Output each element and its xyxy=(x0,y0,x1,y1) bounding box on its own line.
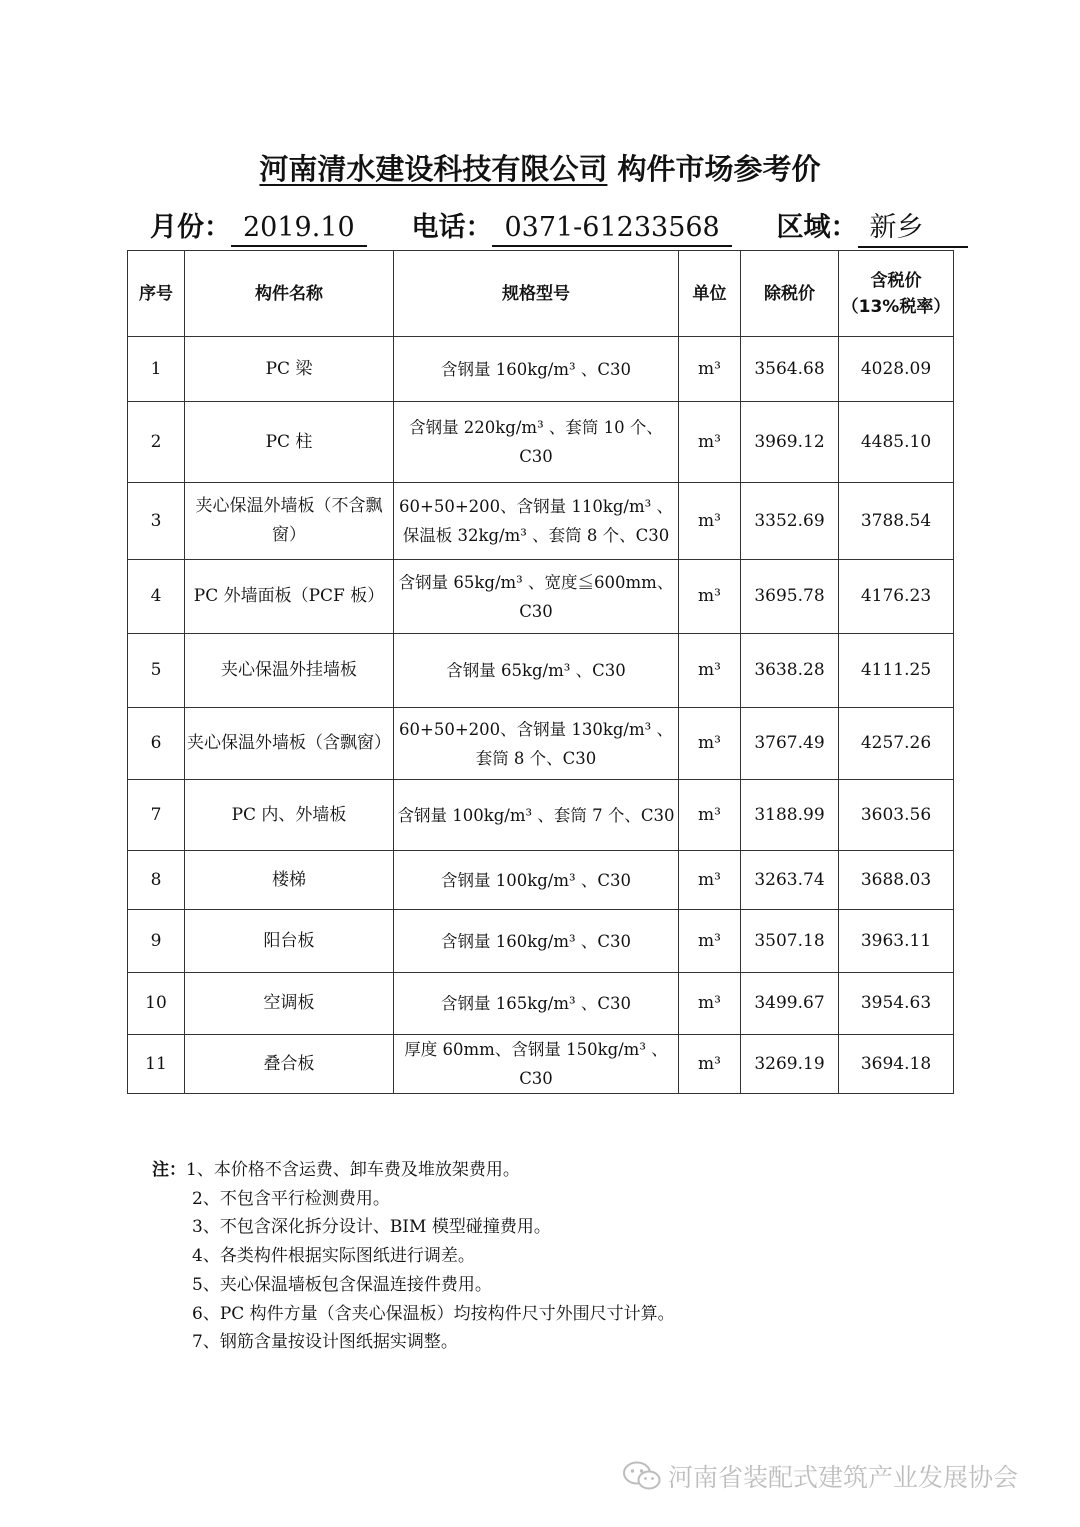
cell-price-incl-tax: 4176.23 xyxy=(839,560,954,634)
phone-value: 0371-61233568 xyxy=(492,212,731,247)
cell-spec: 含钢量 160kg/m³ 、C30 xyxy=(394,337,679,402)
watermark xyxy=(622,1458,1018,1494)
col-header-no: 序号 xyxy=(128,251,185,337)
cell-spec: 60+50+200、含钢量 130kg/m³ 、套筒 8 个、C30 xyxy=(394,708,679,780)
cell-no: 3 xyxy=(128,483,185,560)
cell-price-ex-tax: 3188.99 xyxy=(741,780,839,851)
watermark-text: 河南省装配式建筑产业发展协会 xyxy=(668,1463,1019,1492)
note-item: 3、不包含深化拆分设计、BIM 模型碰撞费用。 xyxy=(192,1217,551,1238)
cell-unit: m³ xyxy=(679,483,741,560)
cell-name: PC 梁 xyxy=(185,337,394,402)
note-item: 2、不包含平行检测费用。 xyxy=(192,1188,390,1209)
table-row xyxy=(128,402,954,483)
cell-spec: 60+50+200、含钢量 110kg/m³ 、保温板 32kg/m³ 、套筒 8 个、C30 xyxy=(394,483,679,560)
col-header-price-incl-tax xyxy=(839,251,954,337)
col-header-spec: 规格型号 xyxy=(394,251,679,337)
cell-price-incl-tax: 4028.09 xyxy=(839,337,954,402)
table-row xyxy=(128,634,954,708)
cell-unit: m³ xyxy=(679,708,741,780)
cell-name: 空调板 xyxy=(185,973,394,1035)
table-row xyxy=(128,337,954,402)
cell-price-incl-tax: 3688.03 xyxy=(839,851,954,910)
cell-no: 2 xyxy=(128,402,185,483)
table-row xyxy=(128,560,954,634)
table-row xyxy=(128,483,954,560)
table-row xyxy=(128,973,954,1035)
region-label: 区域： xyxy=(776,212,858,243)
cell-price-ex-tax: 3638.28 xyxy=(741,634,839,708)
table-row xyxy=(128,780,954,851)
cell-unit: m³ xyxy=(679,851,741,910)
note-item: 5、夹心保温墙板包含保温连接件费用。 xyxy=(192,1274,492,1295)
price-incl-tax-label: 含税价 xyxy=(870,270,922,291)
company-name: 河南清水建设科技有限公司 xyxy=(259,152,608,186)
cell-price-incl-tax: 3603.56 xyxy=(839,780,954,851)
cell-no: 9 xyxy=(128,910,185,973)
cell-price-ex-tax: 3695.78 xyxy=(741,560,839,634)
cell-name: 阳台板 xyxy=(185,910,394,973)
cell-price-ex-tax: 3969.12 xyxy=(741,402,839,483)
cell-unit: m³ xyxy=(679,780,741,851)
document-title: 构件市场参考价 xyxy=(617,152,821,186)
cell-price-ex-tax: 3499.67 xyxy=(741,973,839,1035)
cell-price-ex-tax: 3767.49 xyxy=(741,708,839,780)
cell-no: 11 xyxy=(128,1035,185,1094)
note-item: 7、钢筋含量按设计图纸据实调整。 xyxy=(192,1332,458,1353)
info-line xyxy=(150,205,950,248)
cell-unit: m³ xyxy=(679,973,741,1035)
cell-spec: 含钢量 65kg/m³ 、宽度≦600mm、C30 xyxy=(394,560,679,634)
cell-unit: m³ xyxy=(679,402,741,483)
note-item: 注：1、本价格不含运费、卸车费及堆放架费用。 xyxy=(152,1160,520,1180)
table-row xyxy=(128,708,954,780)
cell-name: PC 内、外墙板 xyxy=(185,780,394,851)
cell-spec: 含钢量 65kg/m³ 、C30 xyxy=(394,634,679,708)
cell-no: 5 xyxy=(128,634,185,708)
cell-price-ex-tax: 3352.69 xyxy=(741,483,839,560)
cell-unit: m³ xyxy=(679,910,741,973)
cell-name: 夹心保温外墙板（不含飘窗） xyxy=(185,483,394,560)
cell-no: 10 xyxy=(128,973,185,1035)
cell-price-incl-tax: 4111.25 xyxy=(839,634,954,708)
cell-name: PC 外墙面板（PCF 板） xyxy=(185,560,394,634)
cell-price-incl-tax: 3963.11 xyxy=(839,910,954,973)
cell-spec: 含钢量 165kg/m³ 、C30 xyxy=(394,973,679,1035)
note-item: 4、各类构件根据实际图纸进行调差。 xyxy=(192,1246,475,1267)
notes-label: 注： xyxy=(152,1160,186,1180)
cell-no: 8 xyxy=(128,851,185,910)
cell-price-ex-tax: 3564.68 xyxy=(741,337,839,402)
cell-spec: 含钢量 220kg/m³ 、套筒 10 个、C30 xyxy=(394,402,679,483)
table-row xyxy=(128,851,954,910)
table-row xyxy=(128,1035,954,1094)
cell-name: 夹心保温外挂墙板 xyxy=(185,634,394,708)
cell-spec: 含钢量 160kg/m³ 、C30 xyxy=(394,910,679,973)
cell-name: 叠合板 xyxy=(185,1035,394,1094)
wechat-icon xyxy=(622,1460,662,1492)
cell-price-incl-tax: 3694.18 xyxy=(839,1035,954,1094)
tax-rate-note: （13%税率） xyxy=(841,296,951,317)
cell-name: PC 柱 xyxy=(185,402,394,483)
cell-name: 夹心保温外墙板（含飘窗） xyxy=(185,708,394,780)
cell-price-incl-tax: 4485.10 xyxy=(839,402,954,483)
month-value: 2019.10 xyxy=(231,212,367,247)
table-row xyxy=(128,910,954,973)
cell-name: 楼梯 xyxy=(185,851,394,910)
note-item: 6、PC 构件方量（含夹心保温板）均按构件尺寸外围尺寸计算。 xyxy=(192,1303,675,1324)
cell-price-ex-tax: 3269.19 xyxy=(741,1035,839,1094)
cell-spec: 厚度 60mm、含钢量 150kg/m³ 、C30 xyxy=(394,1035,679,1094)
cell-price-incl-tax: 3954.63 xyxy=(839,973,954,1035)
cell-spec: 含钢量 100kg/m³ 、套筒 7 个、C30 xyxy=(394,780,679,851)
month-label: 月份： xyxy=(150,212,231,243)
cell-no: 1 xyxy=(128,337,185,402)
price-table xyxy=(127,250,954,1094)
region-value: 新乡 xyxy=(858,205,968,248)
cell-unit: m³ xyxy=(679,634,741,708)
col-header-name: 构件名称 xyxy=(185,251,394,337)
cell-no: 7 xyxy=(128,780,185,851)
cell-unit: m³ xyxy=(679,560,741,634)
col-header-price-ex-tax: 除税价 xyxy=(741,251,839,337)
cell-spec: 含钢量 100kg/m³ 、C30 xyxy=(394,851,679,910)
notes-section xyxy=(152,1156,675,1357)
cell-price-incl-tax: 4257.26 xyxy=(839,708,954,780)
phone-label: 电话： xyxy=(411,212,493,243)
cell-price-ex-tax: 3263.74 xyxy=(741,851,839,910)
cell-unit: m³ xyxy=(679,1035,741,1094)
cell-unit: m³ xyxy=(679,337,741,402)
cell-no: 6 xyxy=(128,708,185,780)
cell-price-ex-tax: 3507.18 xyxy=(741,910,839,973)
col-header-unit: 单位 xyxy=(679,251,741,337)
page-title xyxy=(0,147,1080,188)
cell-no: 4 xyxy=(128,560,185,634)
cell-price-incl-tax: 3788.54 xyxy=(839,483,954,560)
table-header-row xyxy=(128,251,954,337)
